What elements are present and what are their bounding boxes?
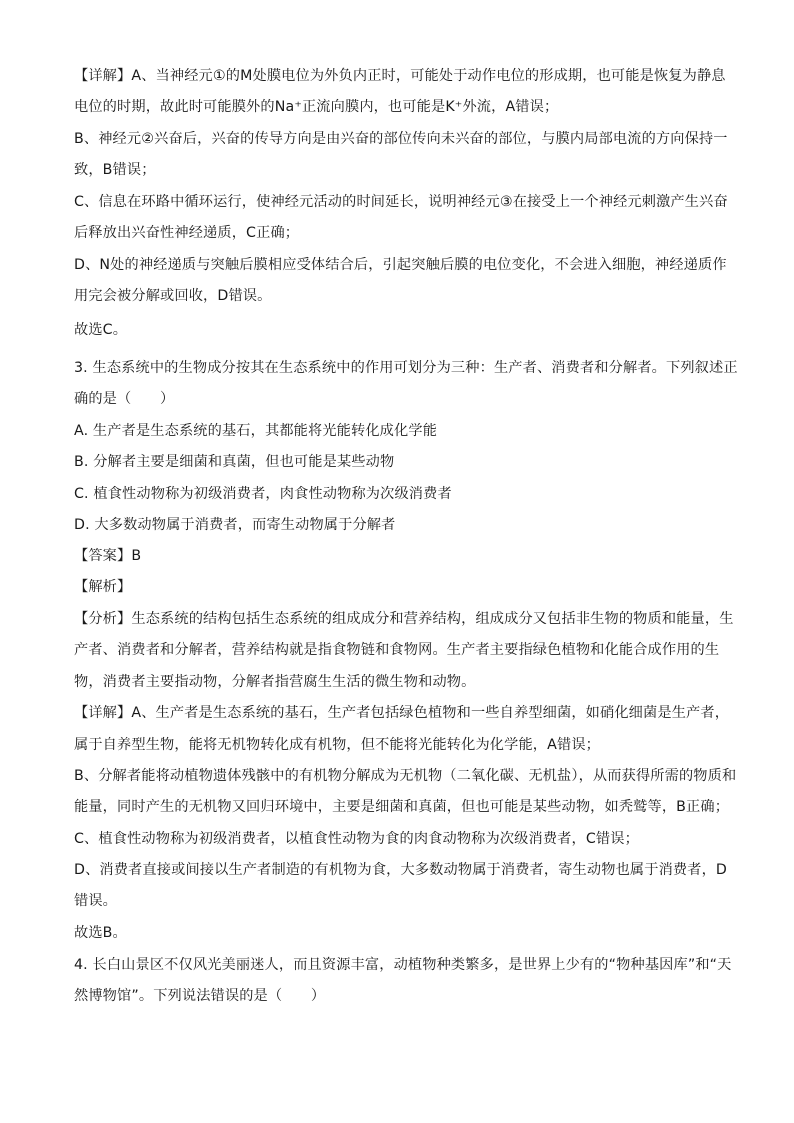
text-line: 后释放出兴奋性神经递质，C正确； [74, 225, 300, 241]
question-3-stem: 3. 生态系统中的生物成分按其在生态系统中的作用可划分为三种：生产者、消费者和分解者。下列叙述正 [74, 360, 738, 376]
text-line: 用完会被分解或回收，D错误。 [74, 288, 272, 304]
option-a: A. 生产者是生态系统的基石，其都能将光能转化成化学能 [74, 423, 438, 439]
text-line: 产者、消费者和分解者，营养结构就是指食物链和食物网。生产者主要指绿色植物和化能合成作用的生 [74, 642, 720, 658]
text-line: 物，消费者主要指动物，分解者指营腐生生活的微生物和动物。 [74, 674, 476, 690]
text-line: D、N处的神经递质与突触后膜相应受体结合后，引起突触后膜的电位变化，不会进入细胞，神经递质作 [74, 257, 727, 273]
question-4-stem: 然博物馆”。下列说法错误的是（ ） [74, 988, 326, 1004]
answer-label: 【答案】B [74, 548, 142, 564]
text-line: C、植食性动物称为初级消费者，以植食性动物为食的肉食动物称为次级消费者，C错误； [74, 831, 639, 847]
question-4-stem: 4. 长白山景区不仅风光美丽迷人，而且资源丰富，动植物种类繁多，是世界上少有的“物种基因库”和“天 [74, 957, 732, 973]
text-line: 【分析】生态系统的结构包括生态系统的组成成分和营养结构，组成成分又包括非生物的物质和能量，生 [74, 611, 734, 627]
option-b: B. 分解者主要是细菌和真菌，但也可能是某些动物 [74, 454, 395, 470]
text-line: C、信息在环路中循环运行，使神经元活动的时间延长，说明神经元③在接受上一个神经元刺激产生兴奋 [74, 194, 728, 210]
analysis-label: 【解析】 [74, 579, 132, 595]
option-d: D. 大多数动物属于消费者，而寄生动物属于分解者 [74, 517, 396, 533]
text-line: B、分解者能将动植物遗体残骸中的有机物分解成为无机物（二氧化碳、无机盐），从而获得所需的物质和 [74, 768, 737, 784]
text-line: B、神经元②兴奋后，兴奋的传导方向是由兴奋的部位传向未兴奋的部位，与膜内局部电流的方向保持一 [74, 131, 728, 147]
text-line: 致，B错误； [74, 162, 156, 178]
text-line: 【详解】A、生产者是生态系统的基石，生产者包括绿色植物和一些自养型细菌，如硝化细菌是生产者， [74, 705, 730, 721]
text-line: 能量，同时产生的无机物又回归环境中，主要是细菌和真菌，但也可能是某些动物，如秃鹫等，B正确； [74, 799, 730, 815]
option-c: C. 植食性动物称为初级消费者，肉食性动物称为次级消费者 [74, 486, 452, 502]
text-line: 【详解】A、当神经元①的M处膜电位为外负内正时，可能处于动作电位的形成期，也可能是恢复为静息 [74, 68, 726, 84]
text-line: 电位的时期，故此时可能膜外的Na⁺正流向膜内，也可能是K⁺外流，A错误； [74, 99, 559, 115]
text-line: 故选B。 [74, 925, 127, 941]
text-line: 属于自养型生物，能将无机物转化成有机物，但不能将光能转化为化学能，A错误； [74, 737, 601, 753]
text-line: D、消费者直接或间接以生产者制造的有机物为食，大多数动物属于消费者，寄生动物也属于消费者，D [74, 862, 728, 878]
text-line: 错误。 [74, 893, 118, 909]
text-line: 故选C。 [74, 322, 128, 338]
question-3-stem: 确的是（ ） [74, 391, 175, 407]
